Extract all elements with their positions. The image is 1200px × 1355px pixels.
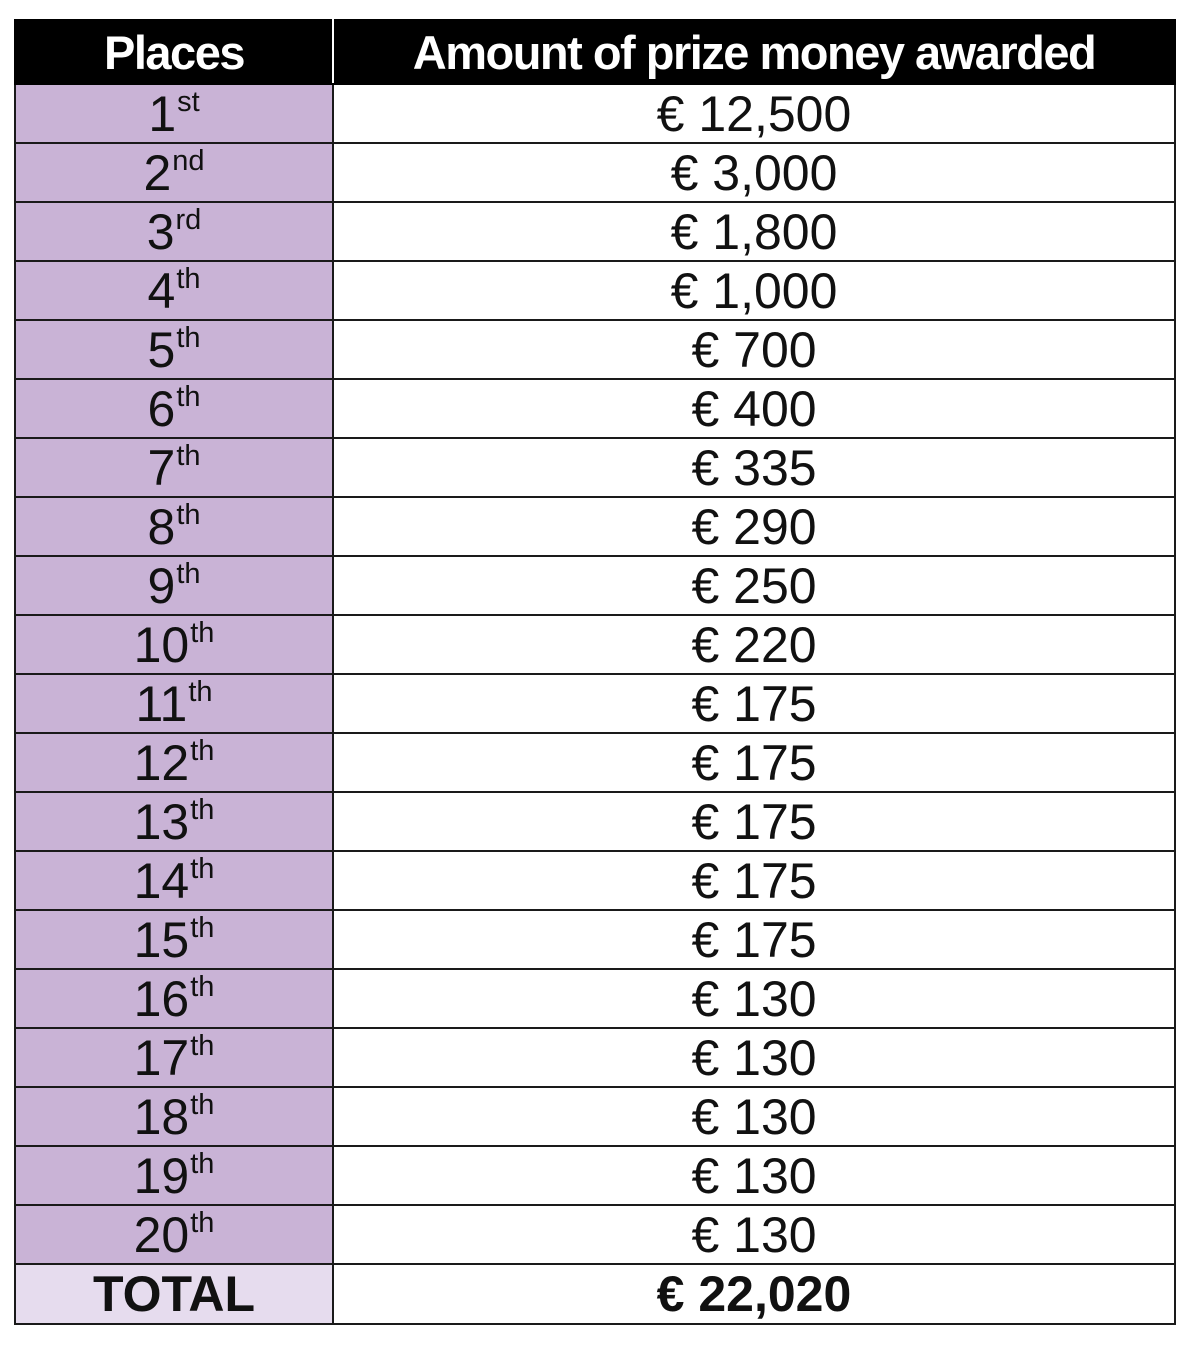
place-cell [15, 438, 333, 497]
table-row [15, 910, 1175, 969]
table-row [15, 497, 1175, 556]
place-cell [15, 674, 333, 733]
table-row [15, 1087, 1175, 1146]
table-row [15, 733, 1175, 792]
place-number: 5 [147, 321, 176, 378]
total-row [15, 1264, 1175, 1324]
amount-cell: € 175 [333, 733, 1175, 792]
place-suffix: th [176, 321, 201, 354]
place-number: 9 [147, 557, 176, 614]
place-number: 15 [133, 911, 190, 968]
place-suffix: th [176, 498, 201, 531]
place-cell [15, 1087, 333, 1146]
table-row [15, 556, 1175, 615]
place-cell [15, 733, 333, 792]
place-cell [15, 497, 333, 556]
table-row [15, 202, 1175, 261]
place-cell [15, 792, 333, 851]
place-suffix: th [190, 616, 215, 649]
amount-cell: € 175 [333, 674, 1175, 733]
place-cell [15, 556, 333, 615]
table-row [15, 969, 1175, 1028]
prize-table-container [14, 19, 1174, 1325]
total-label: TOTAL [15, 1264, 333, 1324]
place-number: 19 [133, 1147, 190, 1204]
amount-cell: € 130 [333, 1146, 1175, 1205]
amount-cell: € 175 [333, 792, 1175, 851]
place-suffix: th [190, 1147, 215, 1180]
table-row [15, 851, 1175, 910]
place-suffix: th [176, 380, 201, 413]
table-row [15, 792, 1175, 851]
place-number: 7 [147, 439, 176, 496]
amount-cell: € 12,500 [333, 84, 1175, 143]
place-number: 18 [133, 1088, 190, 1145]
place-suffix: th [190, 1088, 215, 1121]
place-cell [15, 1146, 333, 1205]
amount-cell: € 400 [333, 379, 1175, 438]
place-number: 4 [147, 262, 176, 319]
amount-cell: € 130 [333, 1087, 1175, 1146]
place-cell [15, 851, 333, 910]
amount-cell: € 3,000 [333, 143, 1175, 202]
place-cell [15, 202, 333, 261]
amount-cell: € 130 [333, 1028, 1175, 1087]
place-number: 6 [147, 380, 176, 437]
place-suffix: th [176, 262, 201, 295]
place-number: 1 [148, 85, 177, 142]
prize-money-table [14, 19, 1176, 1325]
place-cell [15, 1205, 333, 1264]
place-number: 14 [133, 852, 190, 909]
amount-cell: € 250 [333, 556, 1175, 615]
place-number: 16 [133, 970, 190, 1027]
total-amount: € 22,020 [333, 1264, 1175, 1324]
place-suffix: th [190, 734, 215, 767]
place-number: 2 [143, 144, 172, 201]
header-places: Places [15, 20, 333, 84]
place-number: 8 [147, 498, 176, 555]
amount-cell: € 175 [333, 851, 1175, 910]
amount-cell: € 130 [333, 969, 1175, 1028]
place-cell [15, 84, 333, 143]
header-row [15, 20, 1175, 84]
place-number: 20 [133, 1206, 190, 1263]
place-cell [15, 910, 333, 969]
place-cell [15, 379, 333, 438]
place-cell [15, 143, 333, 202]
amount-cell: € 220 [333, 615, 1175, 674]
table-body [15, 84, 1175, 1324]
place-cell [15, 969, 333, 1028]
table-row [15, 320, 1175, 379]
amount-cell: € 175 [333, 910, 1175, 969]
header-amount: Amount of prize money awarded [333, 20, 1175, 84]
place-suffix: th [190, 793, 215, 826]
place-suffix: rd [175, 203, 202, 236]
table-row [15, 84, 1175, 143]
table-row [15, 674, 1175, 733]
place-cell [15, 1028, 333, 1087]
place-suffix: th [176, 557, 201, 590]
place-suffix: th [190, 1029, 215, 1062]
place-suffix: th [176, 439, 201, 472]
place-suffix: th [188, 675, 213, 708]
table-row [15, 261, 1175, 320]
amount-cell: € 700 [333, 320, 1175, 379]
place-suffix: th [190, 1206, 215, 1239]
place-number: 11 [135, 675, 188, 732]
table-header [15, 20, 1175, 84]
amount-cell: € 1,800 [333, 202, 1175, 261]
place-suffix: th [190, 852, 215, 885]
table-row [15, 1205, 1175, 1264]
place-suffix: th [190, 970, 215, 1003]
place-cell [15, 261, 333, 320]
place-number: 17 [133, 1029, 190, 1086]
place-suffix: th [190, 911, 215, 944]
place-suffix: nd [172, 144, 205, 177]
table-row [15, 1146, 1175, 1205]
amount-cell: € 130 [333, 1205, 1175, 1264]
table-row [15, 1028, 1175, 1087]
amount-cell: € 1,000 [333, 261, 1175, 320]
table-row [15, 615, 1175, 674]
place-number: 10 [133, 616, 190, 673]
table-row [15, 143, 1175, 202]
place-number: 13 [133, 793, 190, 850]
amount-cell: € 290 [333, 497, 1175, 556]
amount-cell: € 335 [333, 438, 1175, 497]
place-number: 12 [133, 734, 190, 791]
place-suffix: st [177, 85, 200, 118]
place-number: 3 [146, 203, 175, 260]
table-row [15, 379, 1175, 438]
table-row [15, 438, 1175, 497]
place-cell [15, 320, 333, 379]
place-cell [15, 615, 333, 674]
